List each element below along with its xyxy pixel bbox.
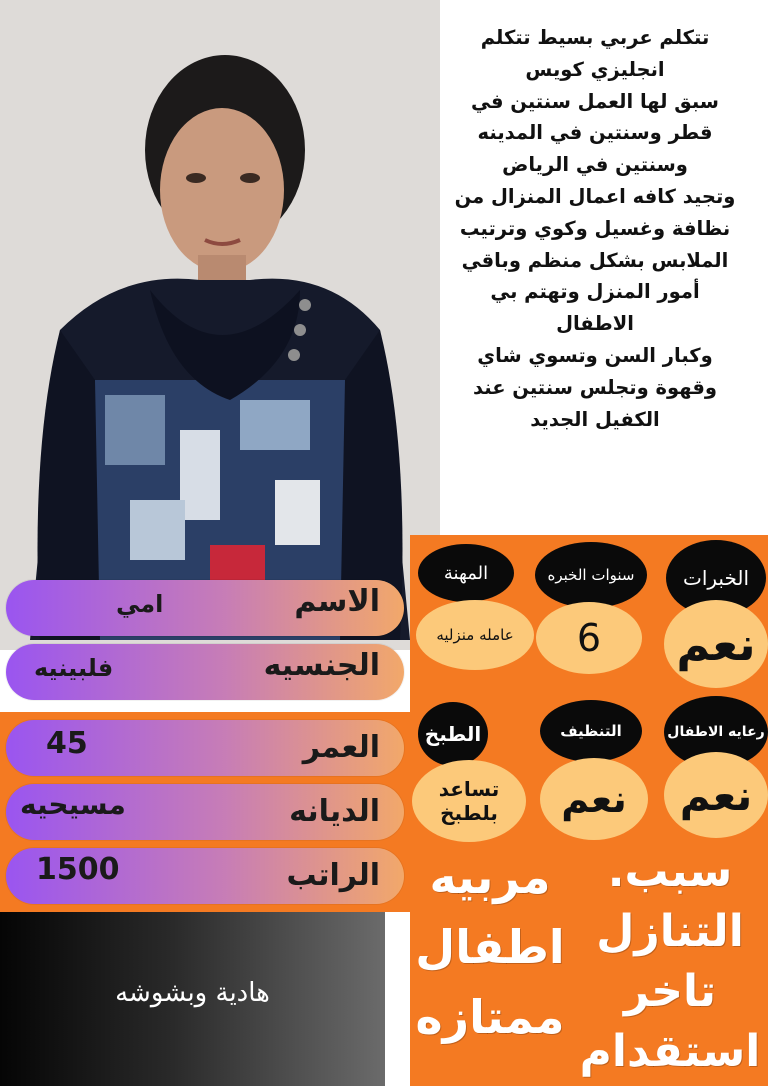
cooking-value-line2: بلطبخ (440, 801, 498, 825)
profession-label: المهنة (418, 544, 514, 602)
name-value: امي (116, 590, 164, 618)
cooking-label: الطبخ (418, 702, 488, 766)
description-line: وسنتين في الرياض (502, 153, 688, 177)
cleaning-label: التنظيف (540, 700, 642, 762)
nationality-pill (6, 644, 404, 700)
childcare-value: نعم (664, 752, 768, 838)
nationality-label: الجنسيه (263, 648, 380, 683)
religion-value: مسيحيه (20, 788, 126, 821)
description-line: وكبار السن وتسوي شاي (477, 343, 713, 367)
age-value: 45 (46, 726, 88, 761)
nationality-value: فلبينيه (34, 654, 114, 682)
praise-line: ممتازه (415, 990, 565, 1044)
description-line: وقهوة وتجلس سنتين عند (472, 375, 718, 399)
reason-line: التنازل (596, 906, 744, 957)
religion-label: الديانه (289, 794, 380, 829)
age-pill (6, 720, 404, 776)
childcare-label: رعايه الاطفال (664, 696, 768, 768)
experiences-value: نعم (664, 600, 768, 688)
years-value: 6 (536, 602, 642, 674)
praise-line: اطفال (415, 920, 565, 974)
reason-line: تاخر (623, 966, 717, 1017)
description-line: أمور المنزل وتهتم بي (490, 280, 700, 304)
description-line: سبق لها العمل سنتين في (471, 89, 719, 113)
description-line: الملابس بشكل منظم وباقي (461, 248, 729, 272)
reason-line: سبب. (607, 846, 733, 897)
praise-line: مربيه (429, 850, 551, 904)
description-line: الاطفال (556, 312, 634, 336)
salary-label: الراتب (286, 858, 380, 893)
cleaning-value: نعم (540, 758, 648, 840)
worker-photo (0, 0, 440, 650)
description-line: الكفيل الجديد (530, 407, 660, 431)
description-line: انجليزي كويس (525, 57, 665, 81)
age-label: العمر (302, 730, 380, 765)
cooking-value-line1: تساعد (438, 777, 500, 801)
cooking-value (412, 760, 526, 842)
description-line: نظافة وغسيل وكوي وترتيب (459, 216, 731, 240)
profession-value: عامله منزليه (416, 600, 534, 670)
name-label: الاسم (294, 584, 380, 619)
description-line: تتكلم عربي بسيط تتكلم (480, 26, 710, 49)
reason-text (572, 842, 768, 1082)
praise-text (410, 842, 570, 1052)
experiences-label: الخبرات (666, 540, 766, 616)
personality-text: هادية وبشوشه (115, 978, 270, 1008)
years-label: سنوات الخبره (535, 542, 647, 608)
name-pill (6, 580, 404, 636)
description-line: قطر وسنتين في المدينه (477, 121, 713, 145)
salary-pill (6, 848, 404, 904)
description (428, 22, 762, 435)
description-line: وتجيد كافه اعمال المنزال من (454, 184, 736, 208)
salary-value: 1500 (36, 852, 120, 887)
religion-pill (6, 784, 404, 840)
reason-line: استقدام (579, 1026, 761, 1077)
